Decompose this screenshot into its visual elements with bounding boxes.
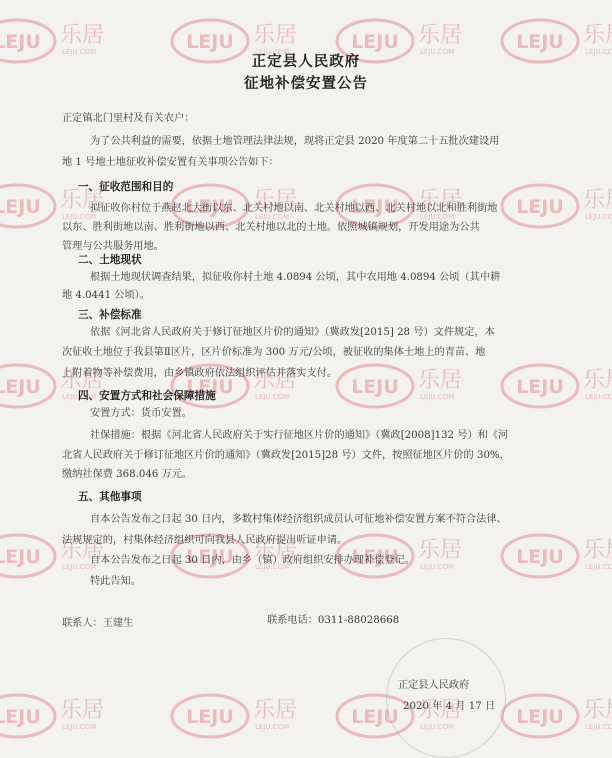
page-subtitle: 征地补偿安置公告 [244, 76, 368, 92]
section-heading: 三、补偿标准 [78, 309, 142, 321]
contact-phone: 联系电话：0311-88028668 [267, 615, 400, 626]
section-line: 上附着物等补偿费用，由乡镇政府依法组织评估并落实支付。 [62, 368, 338, 379]
section-heading: 一、征收范围和目的 [78, 181, 174, 193]
leju-watermark [495, 355, 612, 413]
section-heading: 二、土地现状 [78, 254, 142, 266]
leju-watermark [0, 525, 122, 583]
intro-line: 地 1 号地土地征收补偿安置有关事项公告如下： [62, 157, 279, 168]
official-seal [386, 638, 506, 758]
section-line: 安置方式：货币安置。 [90, 408, 192, 419]
contact-person: 联系人：王建生 [62, 618, 134, 629]
section-line: 拟征收你村位于燕赵北大街以东、北关村地以南、北关村地以西、北关村地以北和胜利街地 [90, 203, 498, 214]
leju-watermark [495, 685, 612, 743]
section-line: 次征收土地位于我县第Ⅱ区片，区片价标准为 300 万元/公顷，被征收的集体土地上的青苗、地 [62, 347, 486, 358]
leju-watermark [330, 685, 480, 743]
leju-watermark [0, 685, 122, 743]
section-line: 地 4.0441 公顷）。 [62, 290, 150, 301]
intro-line: 为了公共利益的需要，依据土地管理法律法规，现将正定县 2020 年度第二十五批次建设用 [90, 136, 500, 147]
leju-watermark [330, 355, 480, 413]
leju-watermark [0, 355, 122, 413]
section-line: 缴纳社保费 368.046 万元。 [62, 469, 193, 480]
section-line: 以东、胜利街地以南、胜利街地以西、北关村地以北的土地。依照城镇规划，开发用途为公共 [62, 222, 480, 233]
leju-watermark [495, 525, 612, 583]
leju-watermark [165, 355, 315, 413]
section-line: 社保措施：根据《河北省人民政府关于实行征地区片价的通知》（冀政[2008]132 号）和《河 [90, 430, 509, 441]
leju-watermark [165, 525, 315, 583]
issue-date: 2020 年 4 月 17 日 [403, 701, 496, 712]
section-line: 管理与公共服务用地。 [62, 241, 164, 252]
section-line: 自本公告发布之日起 30 日内，多数村集体经济组织成员认可征地补偿安置方案不符合法律、 [90, 514, 507, 525]
section-heading: 四、安置方式和社会保障措施 [78, 390, 216, 402]
leju-watermark [330, 525, 480, 583]
page-title: 正定县人民政府 [251, 54, 361, 70]
section-line: 特此告知。 [90, 576, 141, 587]
section-line: 自本公告发布之日起 30 日内，由乡（镇）政府组织安排办理补偿登记。 [90, 555, 416, 566]
section-line: 根据土地现状调查结果，拟征收你村土地 4.0894 公顷，其中农用地 4.0894 公顷（其中耕 [90, 272, 501, 283]
leju-watermark [165, 685, 315, 743]
leju-watermark [495, 175, 612, 233]
section-heading: 五、其他事项 [78, 491, 142, 503]
issuer: 正定县人民政府 [398, 680, 470, 691]
addressee: 正定镇北门里村及有关农户： [62, 113, 195, 124]
section-line: 北省人民政府关于修订征地区片价的通知》（冀政发[2015]28 号）文件，按照征地区片价的 30%， [62, 450, 510, 461]
section-line: 法规规定的，村集体经济组织可向我县人民政府提出听证申请。 [62, 535, 348, 546]
section-line: 依据《河北省人民政府关于修订征地区片价的通知》（冀政发[2015] 28 号）文件规定，本 [90, 327, 495, 338]
